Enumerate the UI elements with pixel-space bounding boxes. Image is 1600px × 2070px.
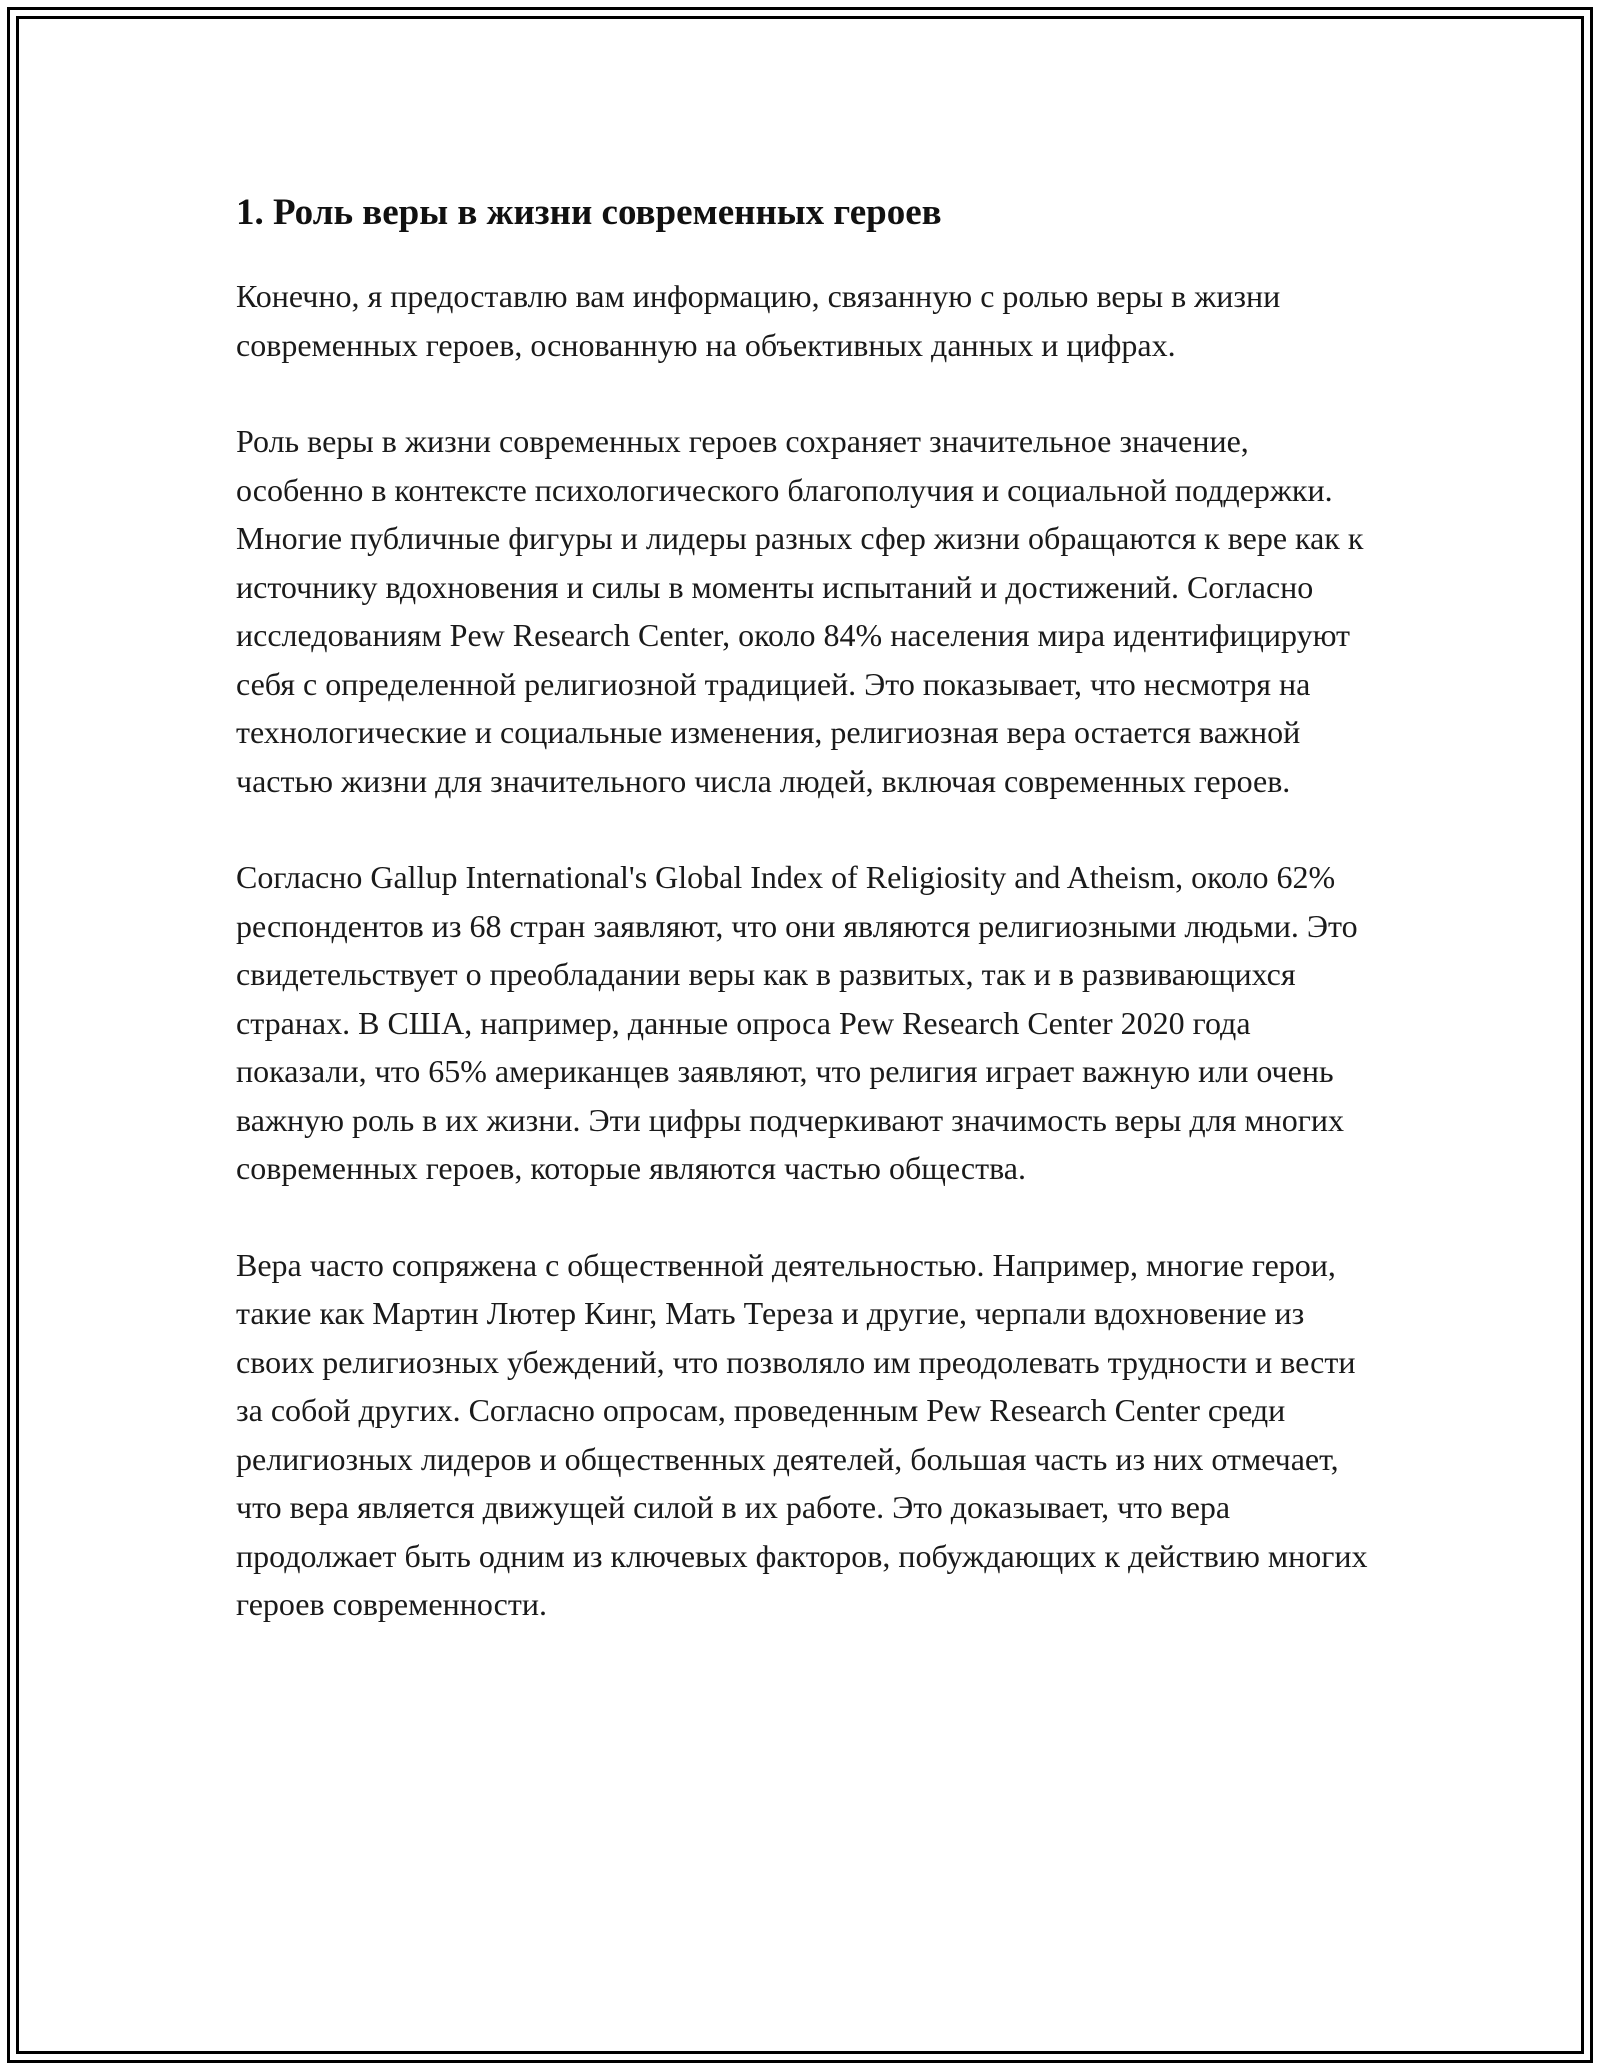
paragraph-intro: Конечно, я предоставлю вам информацию, связанную с ролью веры в жизни современных героев, основанную на объективных данных и цифрах. <box>236 278 1281 363</box>
paragraph-statistics: Согласно Gallup International's Global Index of Religiosity and Atheism, около 62% респондентов из 68 стран заявляют, что они являются религиозными людьми. Это свидетельствует о преобладании веры как в развитых, так и в развивающихся странах. В США, например, данные опроса Pew Research Center 2020 года показали, что 65% американцев заявляют, что религия играет важную или очень важную роль в их жизни. Эти цифры подчеркивают значимость веры для многих современных героев, которые являются частью общества. <box>236 859 1358 1186</box>
paragraph-social-activity: Вера часто сопряжена с общественной деятельностью. Например, многие герои, такие как Мартин Лютер Кинг, Мать Тереза и другие, черпали вдохновение из своих религиозных убеждений, что позволяло им преодолевать трудности и вести за собой других. Согласно опросам, проведенным Pew Research Center среди религиозных лидеров и общественных деятелей, большая часть из них отмечает, что вера является движущей силой в их работе. Это доказывает, что вера продолжает быть одним из ключевых факторов, побуждающих к действию многих героев современности. <box>236 1246 1368 1622</box>
document-body <box>236 188 1376 1677</box>
section-heading: 1. Роль веры в жизни современных героев <box>236 192 942 233</box>
paragraph-role-of-faith: Роль веры в жизни современных героев сохраняет значительное значение, особенно в контексте психологического благополучия и социальной поддержки. Многие публичные фигуры и лидеры разных сфер жизни обращаются к вере как к источнику вдохновения и силы в моменты испытаний и достижений. Согласно исследованиям Pew Research Center, около 84% населения мира идентифицируют себя с определенной религиозной традицией. Это показывает, что несмотря на технологические и социальные изменения, религиозная вера остается важной частью жизни для значительного числа людей, включая современных героев. <box>236 423 1364 799</box>
